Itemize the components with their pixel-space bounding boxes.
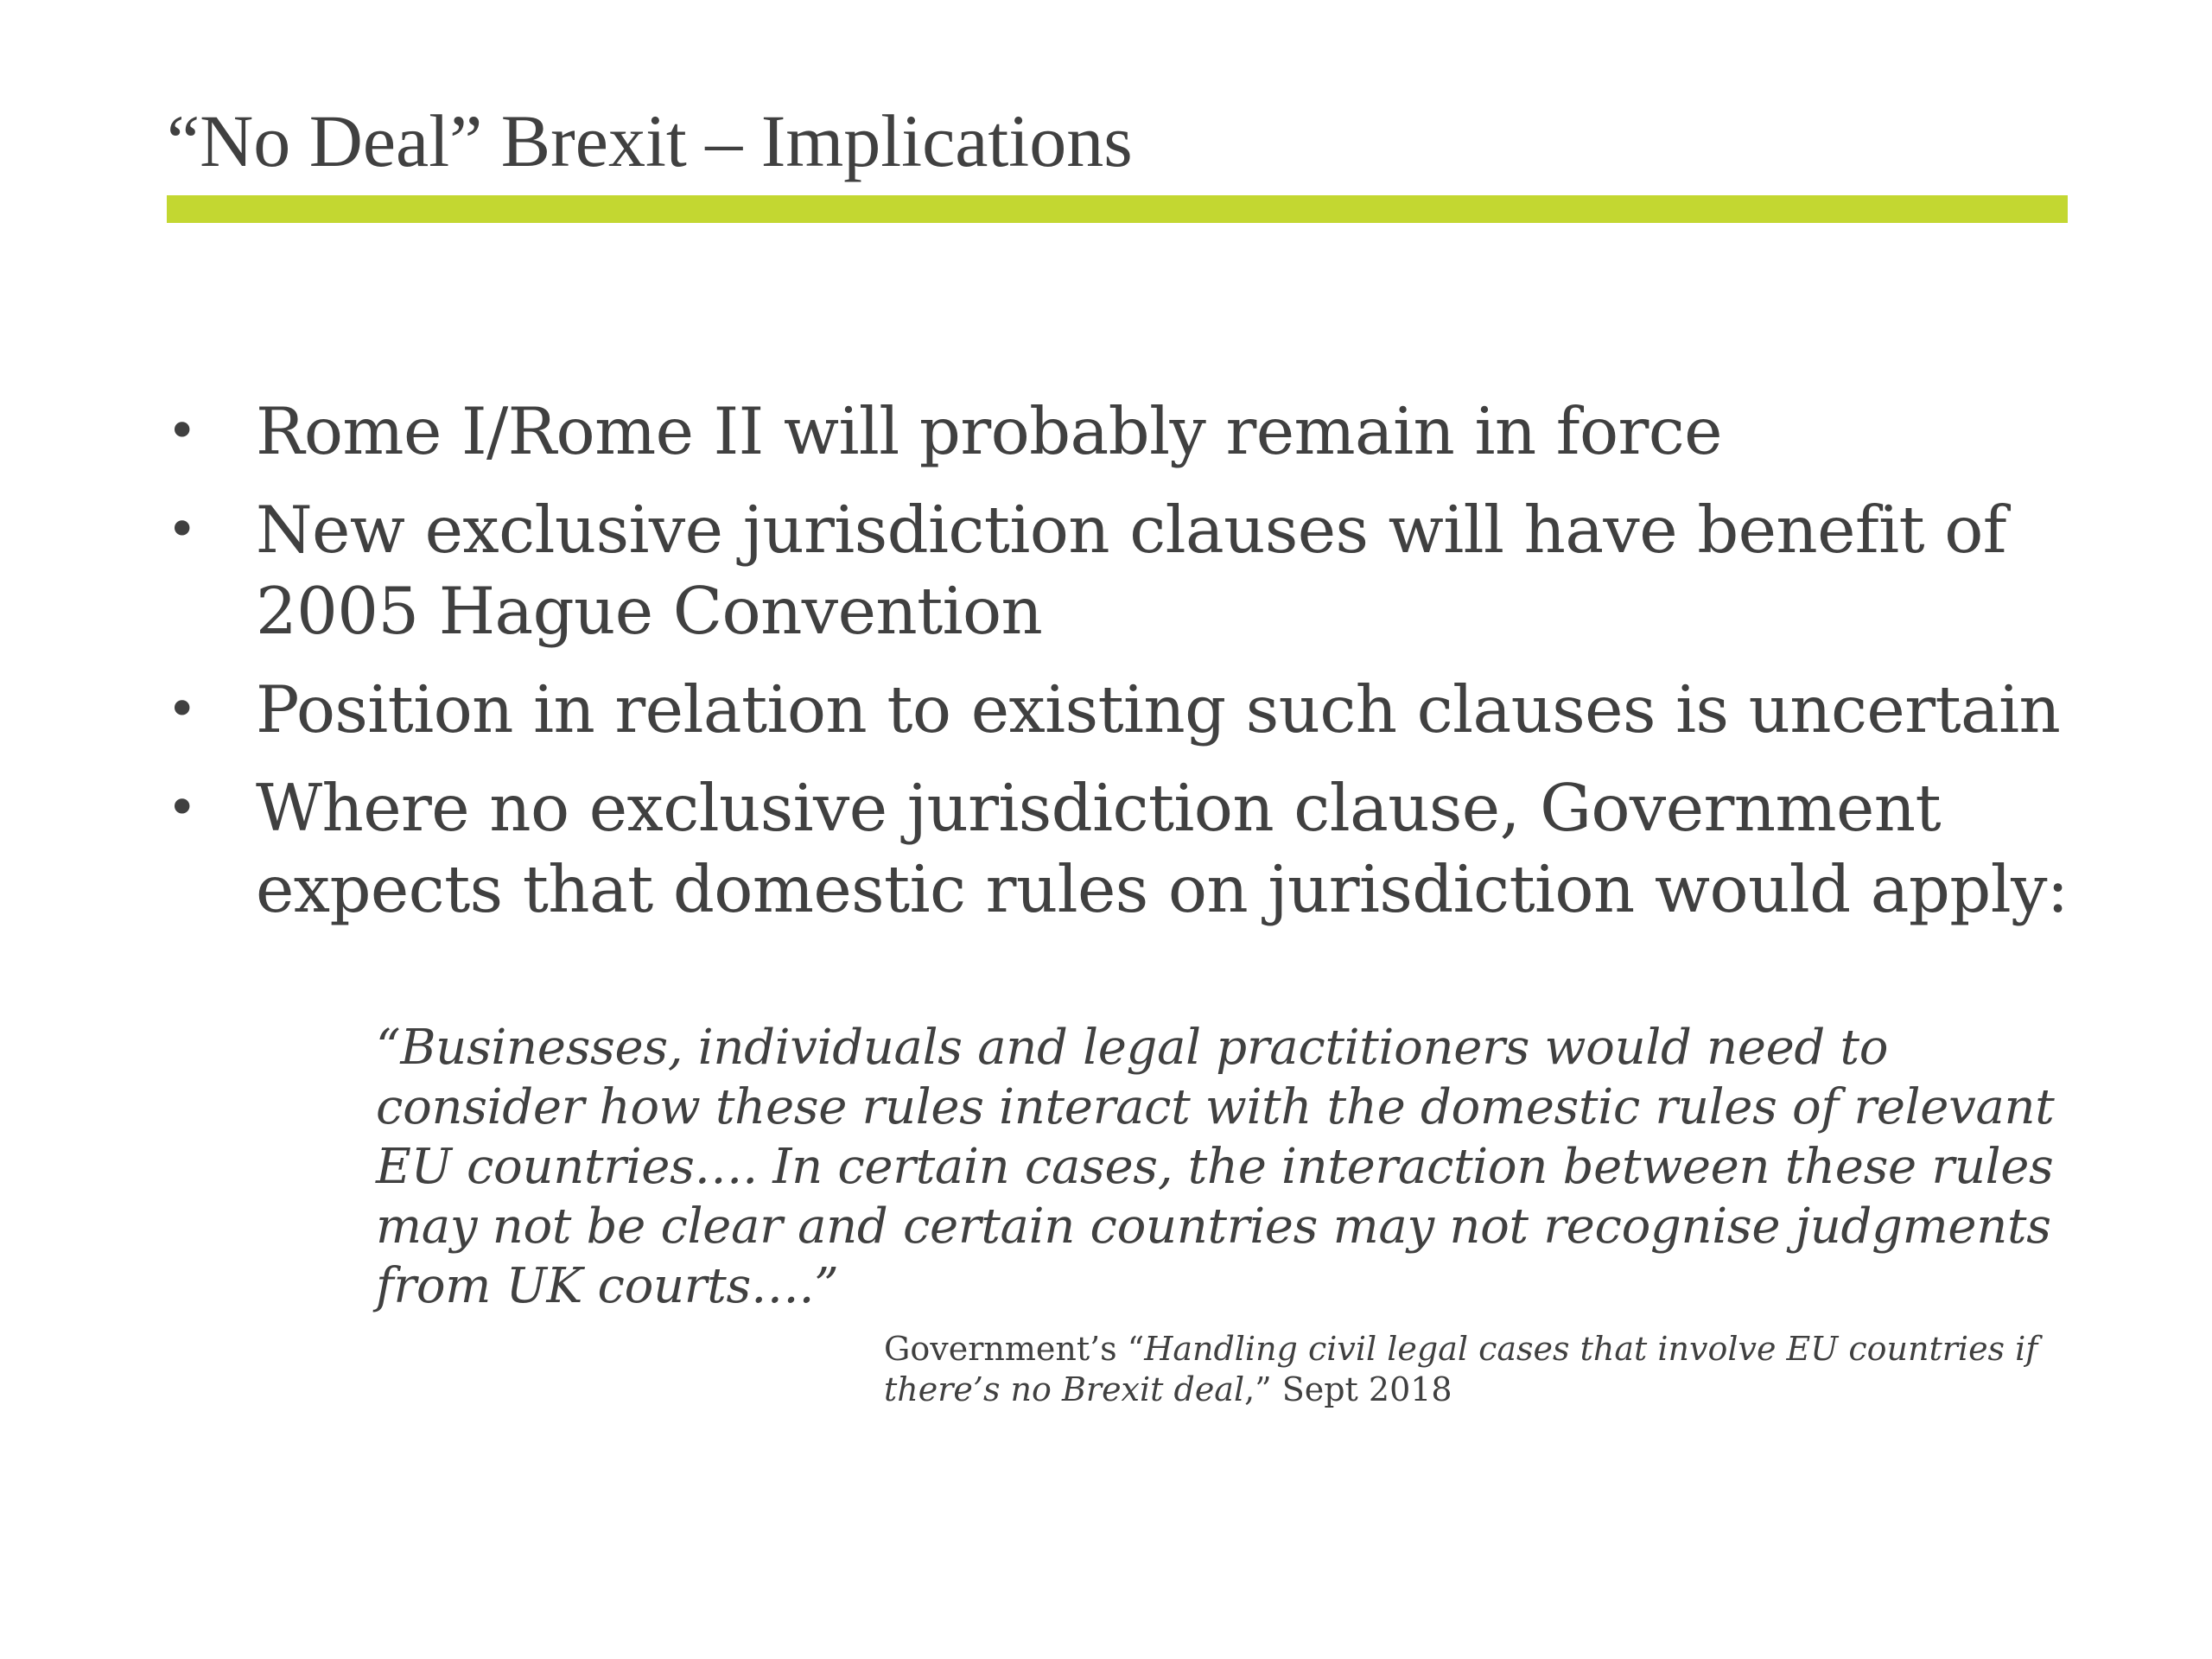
bullet-icon: • bbox=[167, 499, 197, 560]
title-underline-bar bbox=[167, 195, 2068, 223]
citation-prefix: Government’s “ bbox=[884, 1330, 1145, 1368]
bullet-item-rome bbox=[167, 391, 2094, 472]
bullet-text: New exclusive jurisdiction clauses will have benefit of 2005 Hague Convention bbox=[256, 492, 2006, 649]
bullet-text: Where no exclusive jurisdiction clause, Government expects that domestic rules on jurisdiction would apply: bbox=[256, 770, 2069, 927]
bullet-item-domestic-rules bbox=[167, 767, 2094, 930]
quote-citation bbox=[884, 1329, 2111, 1410]
bullet-text: Rome I/Rome II will probably remain in force bbox=[256, 393, 1722, 469]
citation-suffix: ,” Sept 2018 bbox=[1244, 1370, 1452, 1408]
bullet-text: Position in relation to existing such clauses is uncertain bbox=[256, 671, 2061, 747]
government-quote: “Businesses, individuals and legal practitioners would need to consider how these rules interact with the domestic rules of relevant EU countries…. In certain cases, the interaction between these rules may not be clear and certain countries may not recognise judgments from UK courts….” bbox=[376, 1020, 2055, 1314]
bullet-icon: • bbox=[167, 401, 197, 461]
bullet-list bbox=[167, 391, 2094, 947]
bullet-item-hague bbox=[167, 489, 2094, 652]
slide-title: “No Deal” Brexit – Implications bbox=[167, 99, 1133, 182]
bullet-item-existing-clauses bbox=[167, 669, 2094, 750]
citation-title: Handling civil legal cases that involve EU countries if there’s no Brexit deal bbox=[884, 1330, 2038, 1408]
bullet-icon: • bbox=[167, 679, 197, 740]
bullet-icon: • bbox=[167, 778, 197, 838]
